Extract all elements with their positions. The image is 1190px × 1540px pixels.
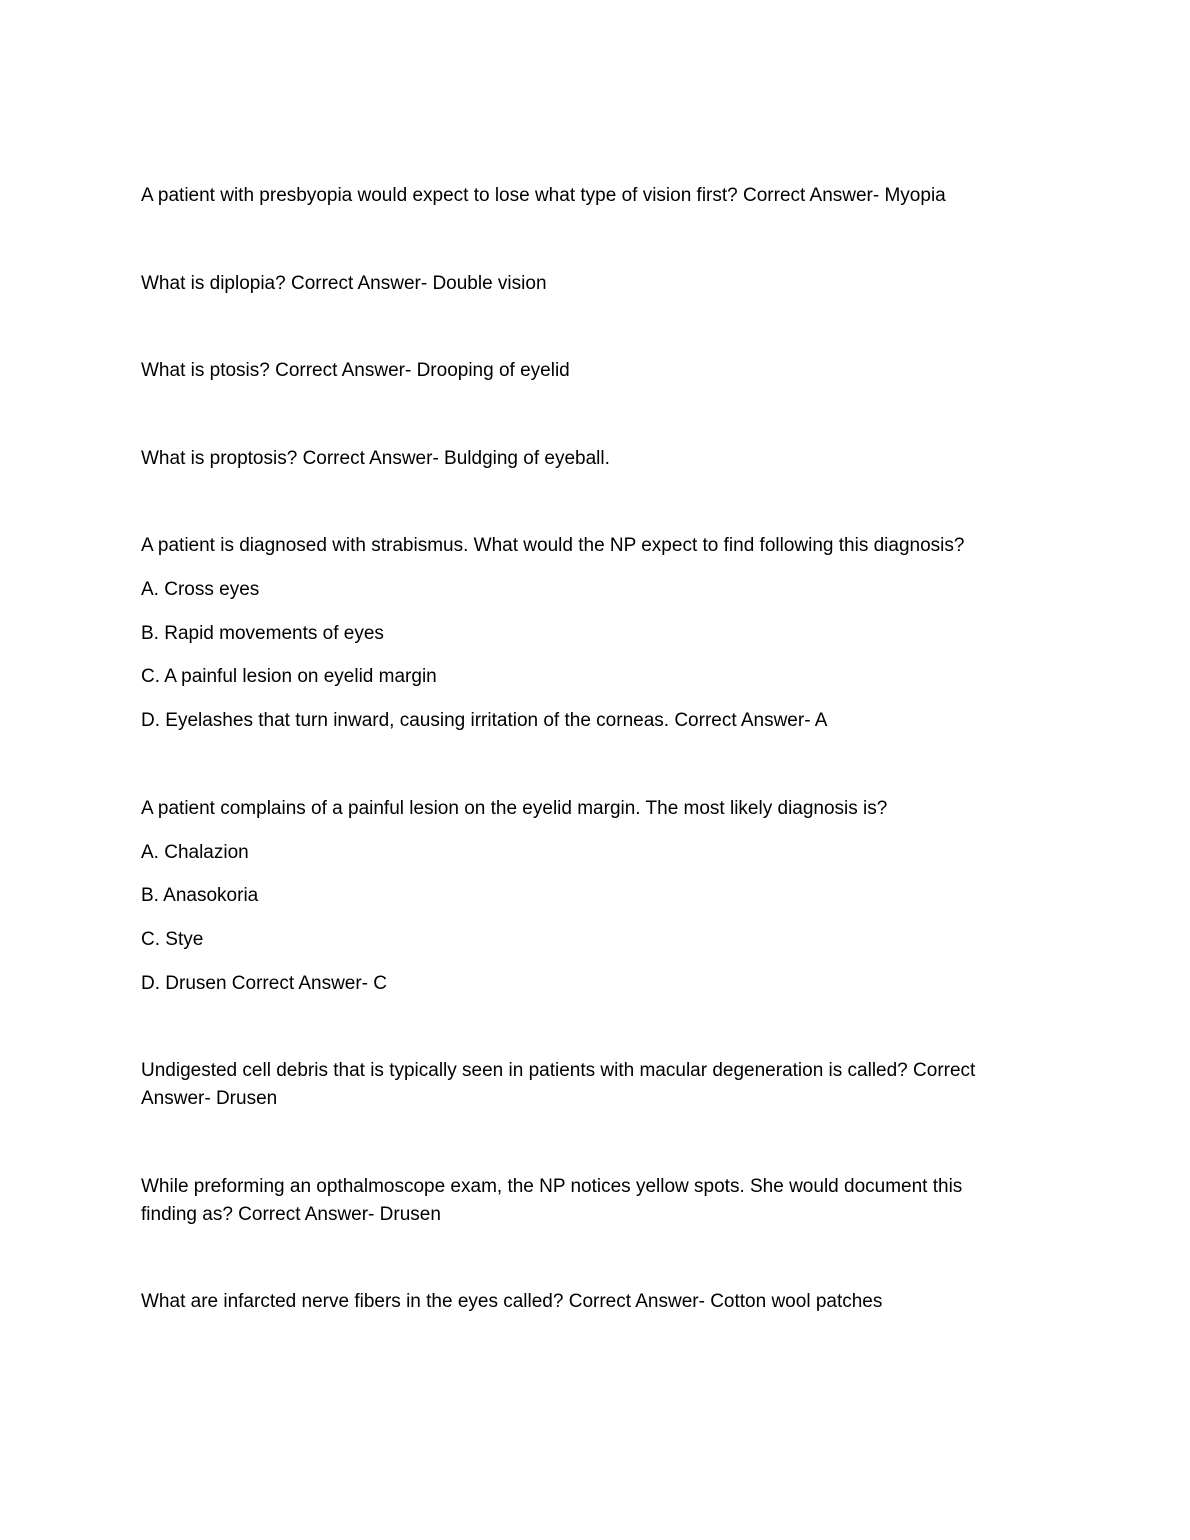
question-drusen-line-1: Undigested cell debris that is typically seen in patients with macular degeneration is called? Correct: [141, 1060, 976, 1081]
option-d-answer: D. Eyelashes that turn inward, causing irritation of the corneas. Correct Answer- A: [141, 710, 828, 731]
option-d-answer: D. Drusen Correct Answer- C: [141, 973, 388, 994]
question-eyelid-lesion: A patient complains of a painful lesion on the eyelid margin. The most likely diagnosis is?: [141, 798, 888, 819]
question-presbyopia: A patient with presbyopia would expect to lose what type of vision first? Correct Answer- Myopia: [141, 185, 946, 206]
question-yellow-spots-line-1: While preforming an opthalmoscope exam, the NP notices yellow spots. She would document this: [141, 1176, 963, 1197]
question-yellow-spots-line-2: finding as? Correct Answer- Drusen: [141, 1204, 441, 1225]
option-a: A. Chalazion: [141, 842, 249, 863]
option-a: A. Cross eyes: [141, 579, 260, 600]
option-b: B. Anasokoria: [141, 885, 259, 906]
option-b: B. Rapid movements of eyes: [141, 623, 384, 644]
option-c: C. Stye: [141, 929, 204, 950]
question-drusen-line-2: Answer- Drusen: [141, 1088, 278, 1109]
question-diplopia: What is diplopia? Correct Answer- Double vision: [141, 273, 547, 294]
question-proptosis: What is proptosis? Correct Answer- Buldging of eyeball.: [141, 448, 610, 469]
question-strabismus: A patient is diagnosed with strabismus. What would the NP expect to find following this diagnosis?: [141, 535, 965, 556]
question-cotton-wool: What are infarcted nerve fibers in the eyes called? Correct Answer- Cotton wool patches: [141, 1291, 883, 1312]
option-c: C. A painful lesion on eyelid margin: [141, 666, 437, 687]
question-ptosis: What is ptosis? Correct Answer- Drooping of eyelid: [141, 360, 570, 381]
